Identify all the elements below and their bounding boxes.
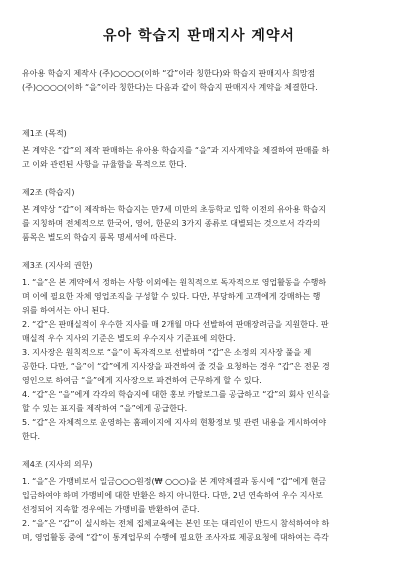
document-title: 유아 학습지 판매지사 계약서 [103,28,295,44]
article-4 [22,458,376,545]
article-3-clause-4: 4. “갑”은 “을”에게 각각의 학습지에 대한 홍보 카탈로그를 공급하고 “갑”의 회사 인식을 할 수 있는 표지를 제작하여 “을”에게 공급한다. [22,390,330,413]
article-3-clause-3: 3. 지사장은 원칙적으로 “을”이 독자적으로 선발하며 “갑”은 소정의 지사장 풀을 제 공한다. 다만, “을”이 “갑”에게 지사장을 파견하여 줄 것을 요청하는 경우 “갑”은 전문 경 영인으로 하여금 “을”에게 지사장으로 파견하여 근무하게 할 수 있다. [22,348,330,385]
article-2 [22,186,376,245]
article-3-clause-5: 5. “갑”은 자체적으로 운영하는 홈페이지에 지사의 현황정보 및 관련 내용을 게시하여야 한다. [22,418,327,441]
article-3-heading: 제3조 (지사의 권한) [22,261,93,270]
article-1-body: 본 계약은 “갑”의 제작 판매하는 유아용 학습지를 “을”과 지사계약을 체결하여 판매를 하 고 이와 관련된 사항을 규율함을 목적으로 한다. [22,146,330,169]
article-1 [22,127,376,172]
intro-paragraph: 유아용 학습지 제작사 (주)○○○○(이하 “갑”이라 칭한다)와 학습지 판매지사 희망점 (주)○○○○(이하 “을”이라 칭한다)는 다음과 같이 학습지 판매지사 계약을 체결한다. [22,69,318,92]
article-2-body: 본 계약상 “갑”이 제작하는 학습지는 만7세 미만의 초등학교 입학 이전의 유아용 학습지 를 지칭하며 전체적으로 한국어, 영어, 한문의 3가지 종류로 대별되는 것으로서 각각의 품목은 별도의 학습지 품목 명세서에 따른다. [22,205,327,242]
article-4-heading: 제4조 (지사의 의무) [22,460,93,469]
article-4-clause-1: 1. “을”은 가맹비로서 일금○○○원정(₩ ○○○)을 본 계약체결과 동시에 “갑”에게 현금 입금하여야 하며 가맹비에 대한 반환은 하지 아니한다. 다만, 2년 연속하여 우수 지사로 선정되어 지속할 경우에는 가맹비를 반환하여 준다. [22,477,327,514]
article-3 [22,259,376,444]
article-4-clause-2: 2. “을”은 “갑”이 실시하는 전체 집체교육에는 본인 또는 대리인이 반드시 참석하여야 하 며, 영업활동 중에 “갑”이 통계업무의 수행에 필요한 조사자료 제공요청에 대하여는 즉각 [22,519,330,542]
article-3-clause-1: 1. “을”은 본 계약에서 정하는 사항 이외에는 원칙적으로 독자적으로 영업활동을 수행하 며 이에 필요한 자체 영업조직을 구성할 수 있다. 다만, 부당하게 고객에게 강매하는 행 위를 하여서는 아니 된다. [22,278,327,315]
article-2-heading: 제2조 (학습지) [22,188,75,197]
article-1-heading: 제1조 (목적) [22,129,67,138]
article-3-clause-2: 2. “갑”은 판매실적이 우수한 지사를 매 2개월 마다 선발하여 판매장려금을 지원한다. 판 매실적 우수 지사의 기준은 별도의 우수지사 기준표에 의한다. [22,320,329,343]
